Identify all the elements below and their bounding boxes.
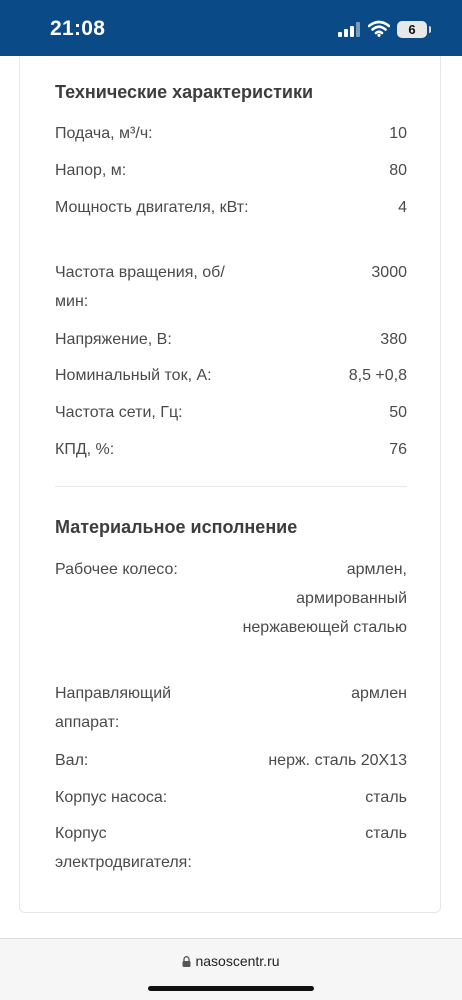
spec-value: 8,5 +0,8 — [348, 367, 407, 384]
status-bar — [0, 0, 462, 56]
material-label: Рабочее колесо: — [55, 561, 178, 578]
cellular-signal-icon — [338, 22, 360, 37]
material-value: армлен — [351, 685, 407, 702]
material-value: сталь — [365, 789, 407, 806]
material-label: Корпус электродвигателя: — [55, 825, 192, 871]
materials-title: Материальное исполнение — [55, 517, 298, 537]
spec-label: Частота сети, Гц: — [55, 404, 183, 421]
material-label: Вал: — [55, 752, 89, 769]
battery-tip — [429, 26, 431, 33]
spec-label: Частота вращения, об/мин: — [55, 264, 225, 310]
battery-level: 6 — [408, 22, 416, 37]
section-divider — [55, 486, 407, 487]
spec-label: Номинальный ток, А: — [55, 367, 212, 384]
spec-label: Напряжение, В: — [55, 331, 172, 348]
spec-label: Напор, м: — [55, 162, 127, 179]
spec-value: 80 — [389, 162, 407, 179]
url-text: nasoscentr.ru — [195, 953, 280, 969]
material-value: армлен, армированный нержавеющей сталью — [242, 561, 407, 636]
home-indicator[interactable] — [148, 986, 314, 991]
material-value: нерж. сталь 20Х13 — [268, 752, 407, 769]
material-value: сталь — [365, 825, 407, 842]
spec-value: 10 — [389, 125, 407, 142]
status-time: 21:08 — [50, 17, 106, 40]
browser-bottom-bar — [0, 938, 462, 1000]
address-bar[interactable] — [0, 953, 462, 969]
spec-label: Подача, м³/ч: — [55, 125, 153, 142]
battery-icon — [397, 21, 427, 38]
spec-label: КПД, %: — [55, 441, 115, 458]
wifi-icon — [368, 20, 390, 37]
spec-label: Мощность двигателя, кВт: — [55, 199, 249, 216]
material-label: Направляющий аппарат: — [55, 685, 172, 731]
spec-value: 50 — [389, 404, 407, 421]
spec-value: 380 — [380, 331, 407, 348]
spec-value: 4 — [398, 199, 407, 216]
material-label: Корпус насоса: — [55, 789, 168, 806]
spec-value: 76 — [389, 441, 407, 458]
spec-value: 3000 — [371, 264, 407, 281]
specs-title: Технические характеристики — [55, 82, 314, 102]
lock-icon — [182, 956, 191, 967]
